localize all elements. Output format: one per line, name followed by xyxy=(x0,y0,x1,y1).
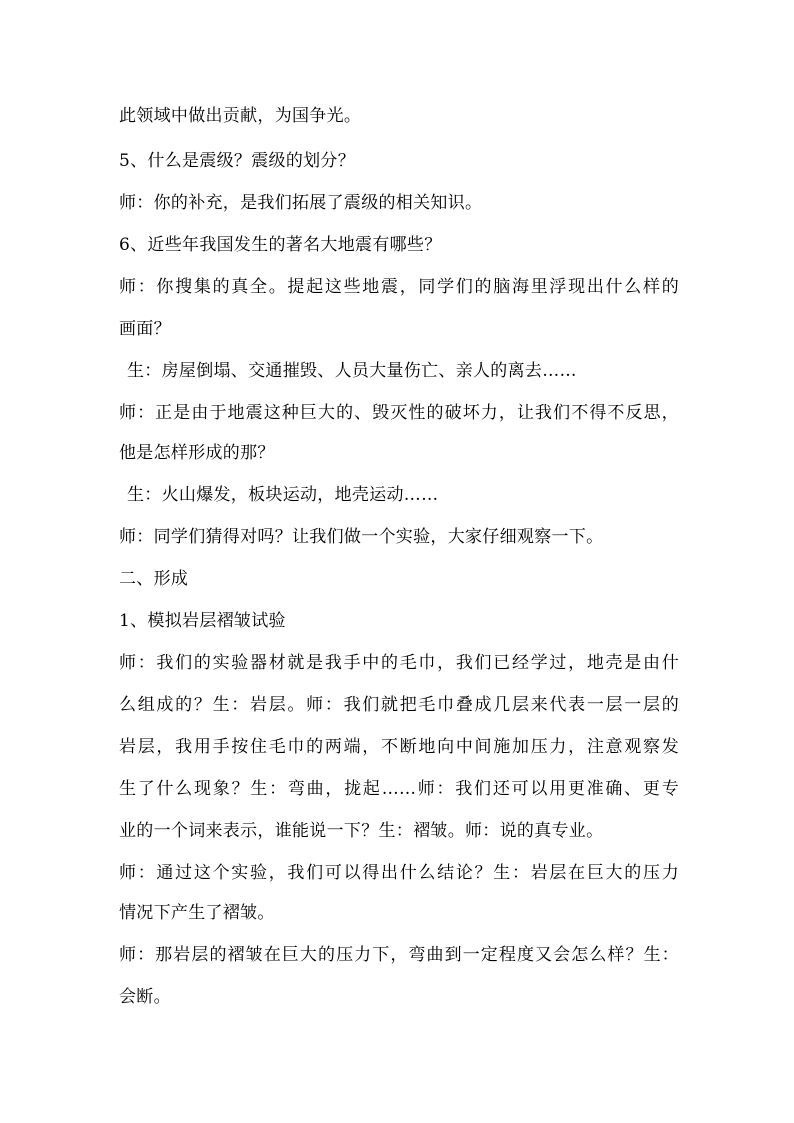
student-answer: 生：房屋倒塌、交通摧毁、人员大量伤亡、亲人的离去…… xyxy=(127,361,577,381)
text-line: 师：通过这个实验，我们可以得出什么结论？生：岩层在巨大的压力 xyxy=(119,863,679,883)
text-line: 岩层，我用手按住毛巾的两端，不断地向中间施加压力，注意观察发 xyxy=(119,737,679,757)
text-line: 师：你搜集的真全。提起这些地震，同学们的脑海里浮现出什么样的 xyxy=(119,277,679,297)
text-line: 生了什么现象？生：弯曲，拢起……师：我们还可以用更准确、更专 xyxy=(119,779,679,799)
subsection-heading: 1、模拟岩层褶皱试验 xyxy=(119,611,286,631)
text-line: 么组成的？生：岩层。师：我们就把毛巾叠成几层来代表一层一层的 xyxy=(119,695,679,715)
text-line: 师：你的补充，是我们拓展了震级的相关知识。 xyxy=(119,193,483,213)
text-line: 师：那岩层的褶皱在巨大的压力下，弯曲到一定程度又会怎么样？生： xyxy=(119,945,679,965)
text-line: 师：正是由于地震这种巨大的、毁灭性的破坏力，让我们不得不反思， xyxy=(119,403,679,423)
section-heading: 二、形成 xyxy=(119,569,189,589)
text-line: 此领域中做出贡献，为国争光。 xyxy=(119,106,362,126)
question-heading: 6、近些年我国发生的著名大地震有哪些？ xyxy=(119,235,442,255)
text-line: 师：同学们猜得对吗？让我们做一个实验，大家仔细观察一下。 xyxy=(119,527,604,547)
text-line: 会断。 xyxy=(119,987,171,1007)
text-line: 画面？ xyxy=(119,319,171,339)
question-heading: 5、什么是震级？震级的划分？ xyxy=(119,151,356,171)
text-line: 他是怎样形成的那？ xyxy=(119,443,275,463)
text-line: 业的一个词来表示，谁能说一下？生：褶皱。师：说的真专业。 xyxy=(119,821,604,841)
student-answer: 生：火山爆发，板块运动，地壳运动…… xyxy=(127,485,439,505)
text-line: 师：我们的实验器材就是我手中的毛巾，我们已经学过，地壳是由什 xyxy=(119,653,679,673)
text-line: 情况下产生了褶皱。 xyxy=(119,903,275,923)
